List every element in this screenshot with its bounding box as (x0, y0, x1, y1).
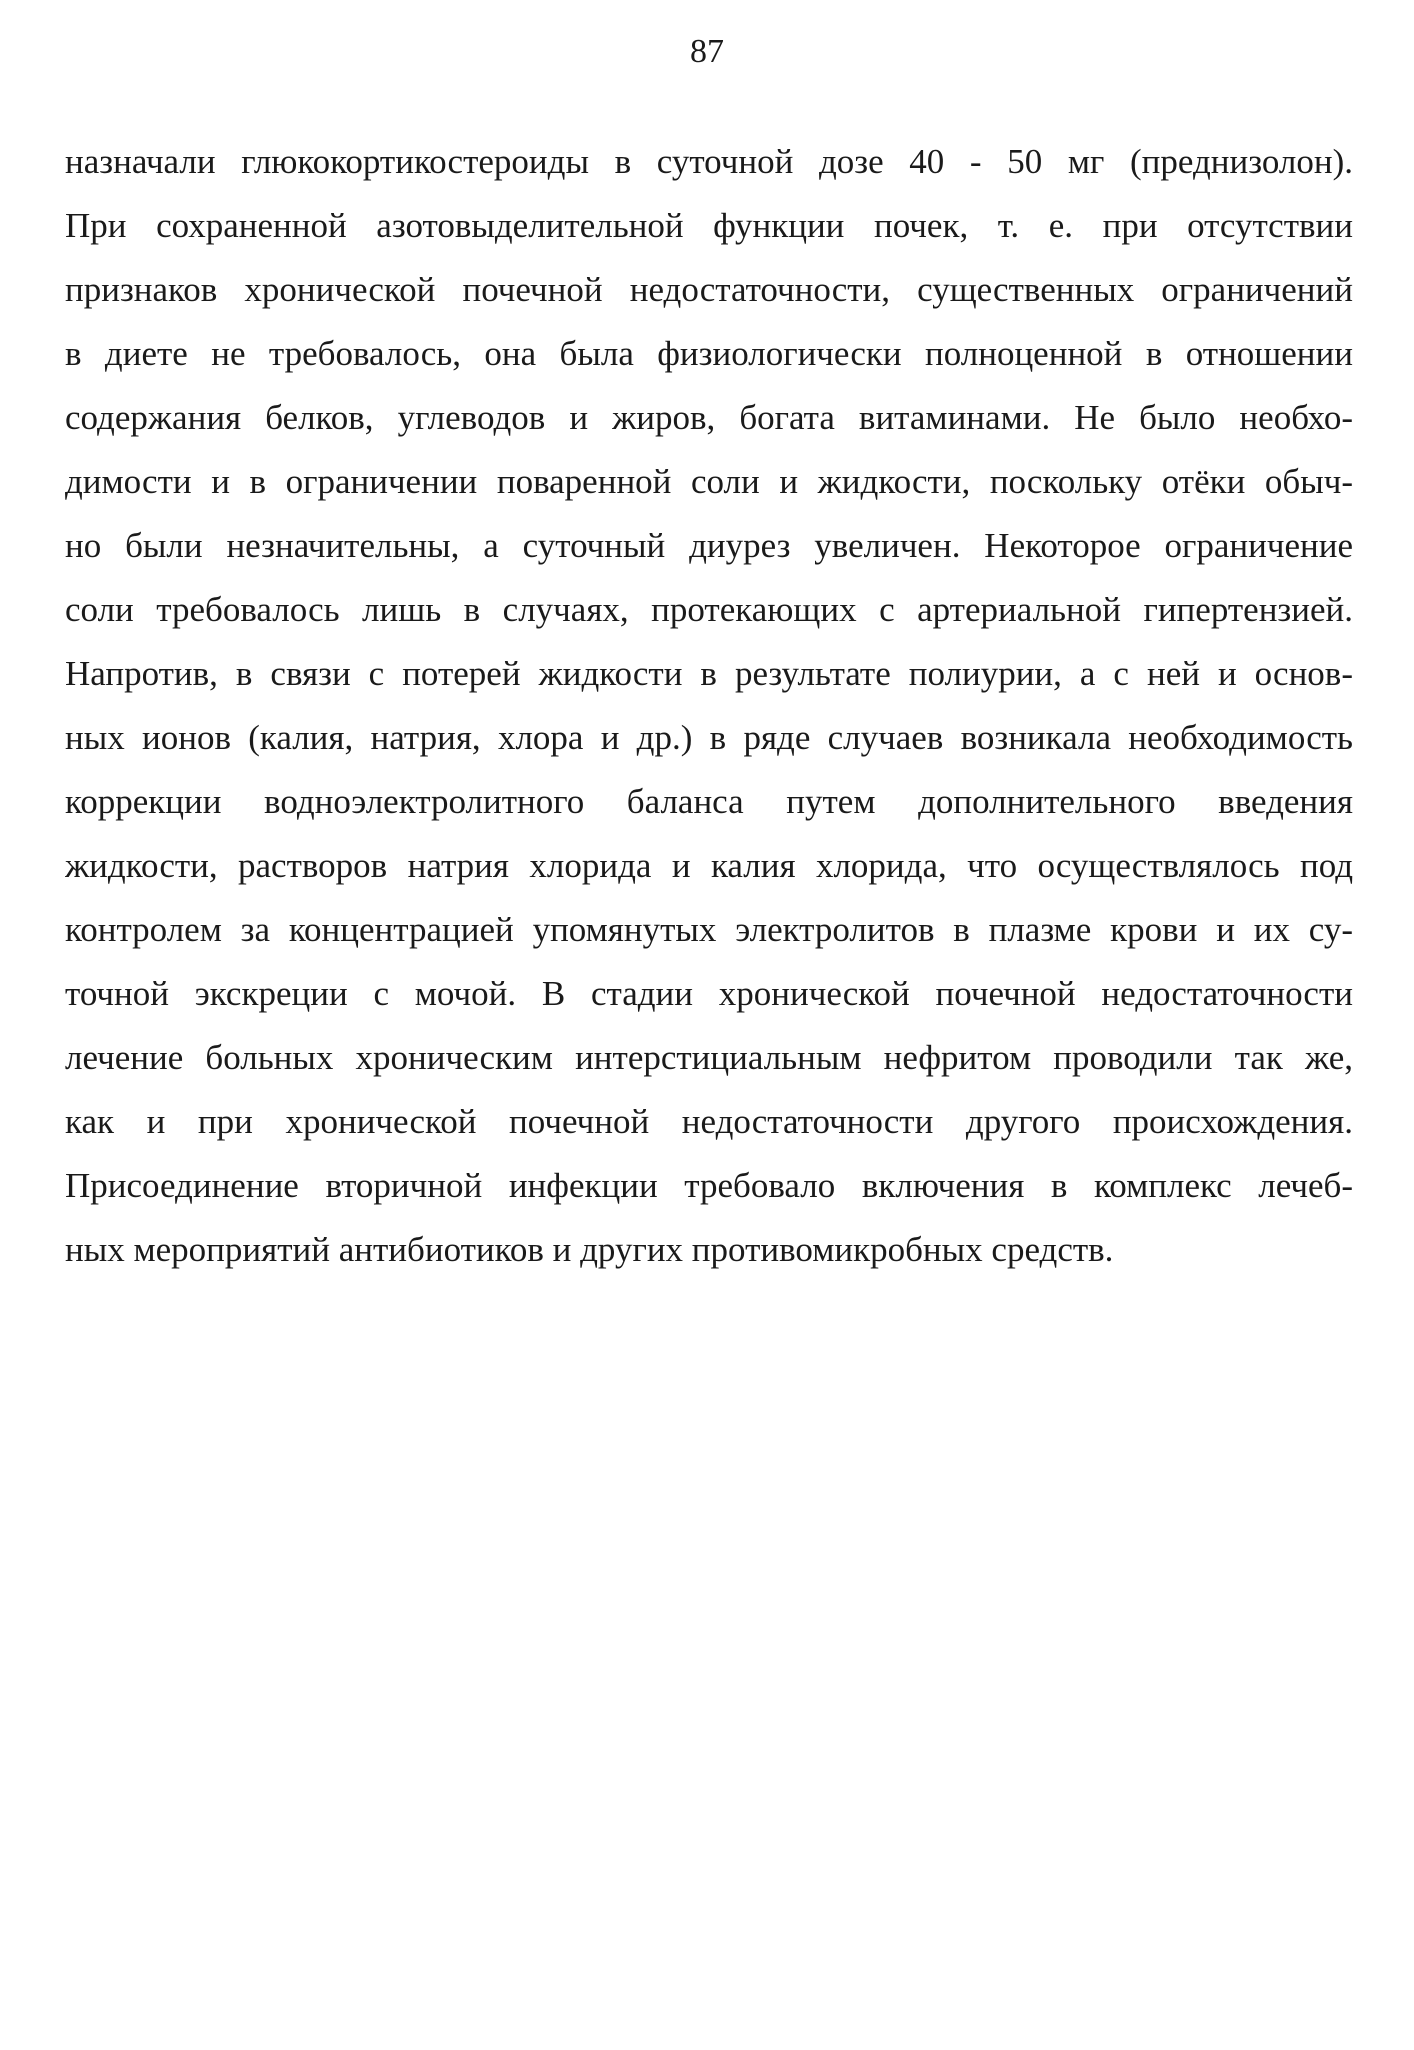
text-line: Напротив, в связи с потерей жидкости в результате полиурии, а с ней и основ- (65, 654, 1353, 693)
text-line: ных ионов (калия, натрия, хлора и др.) в ряде случаев возникала необходимость (65, 718, 1353, 757)
text-line: При сохраненной азотовыделительной функции почек, т. е. при отсутствии (65, 206, 1353, 245)
text-line: коррекции водноэлектролитного баланса путем дополнительного введения (65, 782, 1353, 821)
text-line: как и при хронической почечной недостаточности другого происхождения. (65, 1102, 1353, 1141)
text-line: контролем за концентрацией упомянутых электролитов в плазме крови и их су- (65, 910, 1353, 949)
text-line-last: ных мероприятий антибиотиков и других противомикробных средств. (65, 1230, 1114, 1269)
page-number: 87 (690, 33, 724, 70)
text-line: содержания белков, углеводов и жиров, богата витаминами. Не было необхо- (65, 398, 1353, 437)
text-line: точной экскреции с мочой. В стадии хронической почечной недостаточности (65, 974, 1353, 1013)
body-text (65, 130, 1353, 1282)
text-line: лечение больных хроническим интерстициальным нефритом проводили так же, (65, 1038, 1353, 1077)
text-line: жидкости, растворов натрия хлорида и калия хлорида, что осуществлялось под (65, 846, 1353, 885)
text-line: в диете не требовалось, она была физиологически полноценной в отношении (65, 334, 1353, 373)
text-line: соли требовалось лишь в случаях, протекающих с артериальной гипертензией. (65, 590, 1353, 629)
text-line: назначали глюкокортикостероиды в суточной дозе 40 - 50 мг (преднизолон). (65, 142, 1353, 181)
text-line: признаков хронической почечной недостаточности, существенных ограничений (65, 270, 1353, 309)
text-line: но были незначительны, а суточный диурез увеличен. Некоторое ограничение (65, 526, 1353, 565)
text-line: Присоединение вторичной инфекции требовало включения в комплекс лечеб- (65, 1166, 1353, 1205)
text-line: димости и в ограничении поваренной соли и жидкости, поскольку отёки обыч- (65, 462, 1353, 501)
